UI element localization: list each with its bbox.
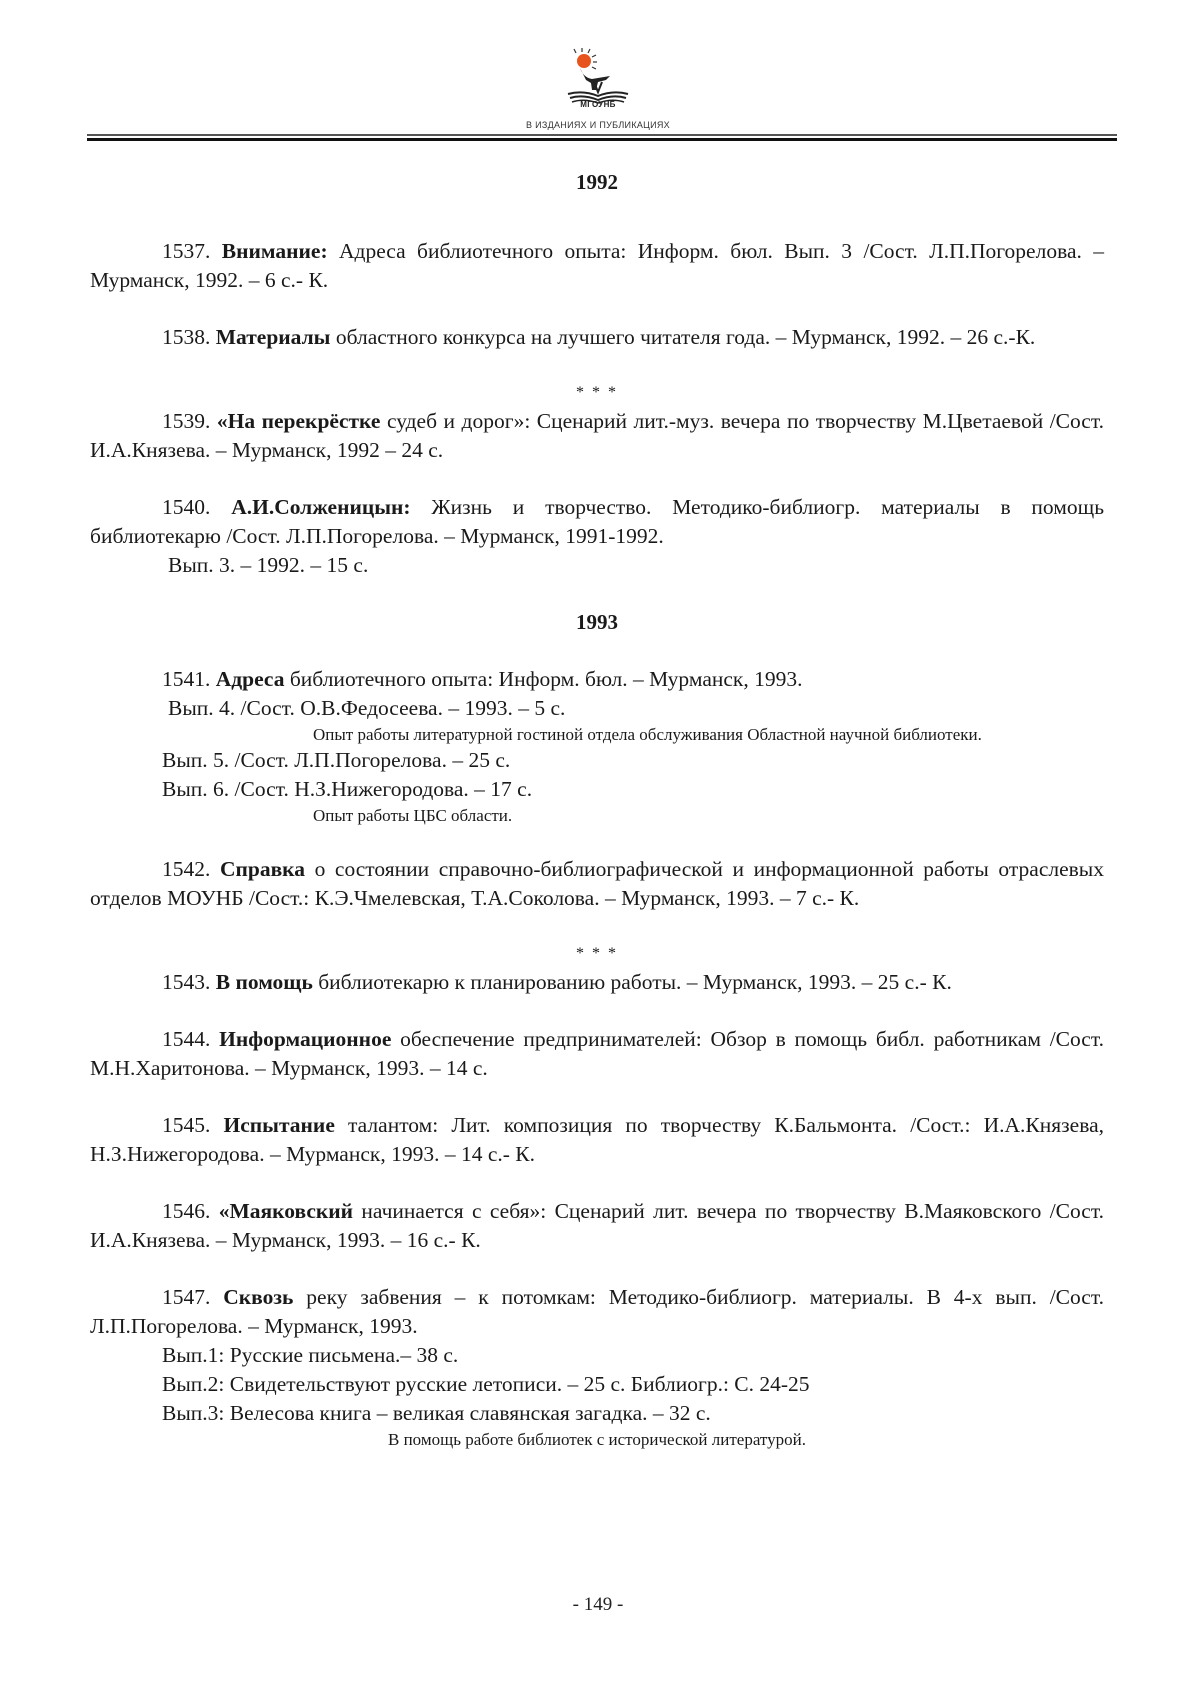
entry-issue: Вып. 6. /Сост. Н.З.Нижегородова. – 17 с. (162, 777, 533, 801)
entry-title: Справка (219, 857, 305, 881)
entry-number: 1539. (162, 409, 211, 433)
entry-text: обеспечение предпринимателей: Обзор в помощь библ. работникам /Сост. М.Н.Харитонова. – Мурманск, 1993. – 14 с. (90, 1027, 1105, 1080)
entry-annotation: В помощь работе библиотек с исторической литературой. (388, 1430, 806, 1449)
year-heading-1992: 1992 (576, 170, 618, 194)
entry-number: 1546. (162, 1199, 211, 1223)
section-separator: * * * (576, 384, 618, 401)
entry-text: Адреса библиотечного опыта: Информ. бюл. Вып. 3 /Сост. Л.П.Погорелова. – Мурманск, 1992. – 6 с.- К. (90, 239, 1105, 292)
entry-issue: Вып.3: Велесова книга – великая славянская загадка. – 32 с. (162, 1401, 711, 1425)
entry-text: талантом: Лит. композиция по творчеству К.Бальмонта. /Сост.: И.А.Князева, Н.З.Нижегородова. – Мурманск, 1993. – 14 с.- К. (90, 1113, 1104, 1166)
entry-1544 (90, 1025, 1104, 1083)
entry-1547 (90, 1283, 1104, 1341)
entry-title: Адреса (215, 667, 285, 691)
entry-title: Информационное (219, 1027, 392, 1051)
entry-text: реку забвения – к потомкам: Методико-библиогр. материалы. В 4-х вып. /Сост. Л.П.Погорелова. – Мурманск, 1993. (90, 1285, 1104, 1338)
entry-title: «Маяковский (218, 1199, 354, 1223)
entry-1545 (90, 1111, 1104, 1169)
entry-number: 1543. (162, 970, 211, 994)
header-caption: В ИЗДАНИЯХ И ПУБЛИКАЦИЯХ (526, 120, 670, 130)
entry-1541 (90, 665, 1104, 694)
entry-annotation: Опыт работы литературной гостиной отдела обслуживания Областной научной библиотеки. (313, 725, 982, 744)
entry-number: 1541. (162, 667, 211, 691)
entry-text: Жизнь и творчество. Методико-библиогр. материалы в помощь библиотекарю /Сост. Л.П.Погорелова. – Мурманск, 1991-1992. (90, 495, 1104, 548)
entry-1537 (90, 237, 1104, 295)
year-heading-1993: 1993 (576, 610, 618, 634)
entry-issue: Вып. 4. /Сост. О.В.Федосеева. – 1993. – 5 с. (168, 696, 566, 720)
entry-number: 1537. (162, 239, 211, 263)
entry-title: Сквозь (223, 1285, 294, 1309)
bibliography-content (90, 168, 1104, 1451)
entry-number: 1540. (162, 495, 211, 519)
entry-title: Испытание (223, 1113, 335, 1137)
entry-1543 (90, 968, 1104, 997)
entry-1546 (90, 1197, 1104, 1255)
entry-number: 1542. (162, 857, 211, 881)
page-header (0, 0, 1196, 160)
entry-issue: Вып. 3. – 1992. – 15 с. (168, 553, 369, 577)
entry-number: 1545. (162, 1113, 211, 1137)
header-rule-thin (87, 134, 1117, 136)
entry-annotation: Опыт работы ЦБС области. (313, 806, 513, 825)
entry-text: библиотечного опыта: Информ. бюл. – Мурманск, 1993. (284, 667, 803, 691)
entry-issue: Вып. 5. /Сост. Л.П.Погорелова. – 25 с. (162, 748, 511, 772)
entry-text: библиотекарю к планированию работы. – Мурманск, 1993. – 25 с.- К. (312, 970, 952, 994)
entry-title: В помощь (215, 970, 313, 994)
entry-1538 (90, 323, 1104, 352)
entry-title: «На перекрёстке (216, 409, 381, 433)
logo-label: МГОУНБ (580, 100, 616, 109)
entry-number: 1538. (162, 325, 211, 349)
page-number: - 149 - (572, 1594, 624, 1615)
section-separator: * * * (576, 945, 618, 962)
entry-title: Внимание: (221, 239, 328, 263)
entry-1540 (90, 493, 1104, 551)
entry-1542 (90, 855, 1104, 913)
entry-1539 (90, 407, 1104, 465)
entry-issue: Вып.2: Свидетельствуют русские летописи. – 25 с. Библиогр.: С. 24-25 (162, 1372, 810, 1396)
entry-text: о состоянии справочно-библиографической и информационной работы отраслевых отделов МОУНБ /Сост.: К.Э.Чмелевская, Т.А.Соколова. – Мурманск, 1993. – 7 с.- К. (90, 857, 1104, 910)
entry-text: областного конкурса на лучшего читателя года. – Мурманск, 1992. – 26 с.-К. (330, 325, 1036, 349)
deer-sun-book-logo-icon (558, 46, 638, 106)
entry-number: 1544. (162, 1027, 211, 1051)
header-rule-thick (87, 138, 1117, 141)
entry-text: начинается с себя»: Сценарий лит. вечера по творчеству В.Маяковского /Сост. И.А.Князева. – Мурманск, 1993. – 16 с.- К. (90, 1199, 1104, 1252)
entry-title: Материалы (215, 325, 331, 349)
entry-issue: Вып.1: Русские письмена.– 38 с. (162, 1343, 459, 1367)
entry-title: А.И.Солженицын: (231, 495, 411, 519)
entry-text: судеб и дорог»: Сценарий лит.-муз. вечера по творчеству М.Цветаевой /Сост. И.А.Князева. – Мурманск, 1992 – 24 с. (90, 409, 1105, 462)
entry-number: 1547. (162, 1285, 211, 1309)
